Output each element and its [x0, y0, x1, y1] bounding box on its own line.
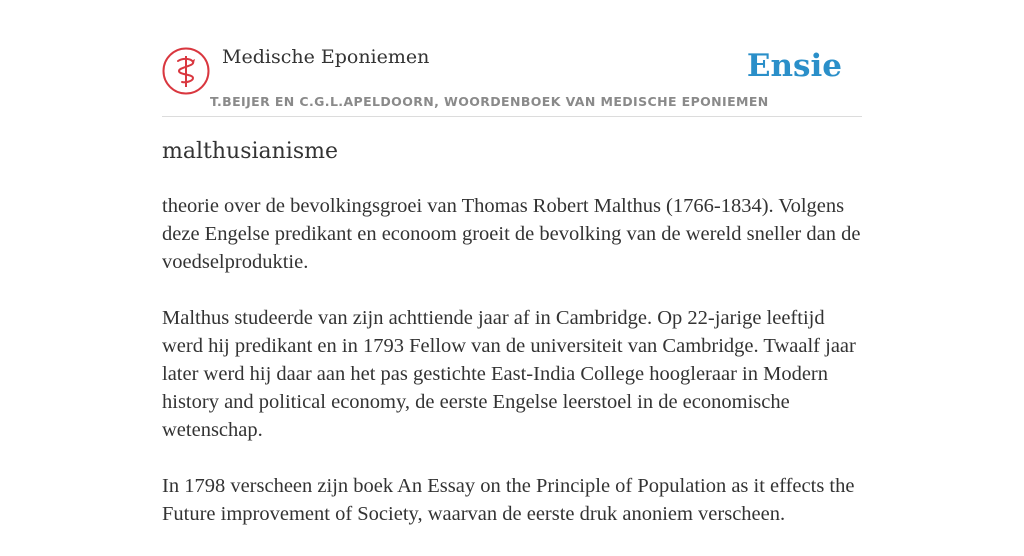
- header: [162, 44, 862, 117]
- book-title[interactable]: Medische Eponiemen: [222, 46, 430, 68]
- caduceus-icon[interactable]: [162, 47, 210, 95]
- entry-paragraph: Malthus studeerde van zijn achttiende jaar af in Cambridge. Op 22-jarige leeftijd werd hij predikant en in 1793 Fellow van de universiteit van Cambridge. Twaalf jaar later werd hij daar aan het pas gestichte East-India College hoogleraar in Modern history and political economy, de eerste Engelse leerstoel in de economische wetenschap.: [162, 307, 856, 441]
- entry-body: [162, 192, 862, 556]
- ensie-brand-link[interactable]: Ensie: [746, 48, 842, 84]
- book-author-meta[interactable]: T.BEIJER EN C.G.L.APELDOORN, WOORDENBOEK VAN MEDISCHE EPONIEMEN: [210, 94, 769, 109]
- entry-paragraph: theorie over de bevolkingsgroei van Thomas Robert Malthus (1766-1834). Volgens deze Engelse predikant en econoom groeit de bevolking van de wereld sneller dan de voedselproduktie.: [162, 195, 861, 273]
- entry-paragraph: In 1798 verscheen zijn boek An Essay on the Principle of Population as it effects the Future improvement of Society, waarvan de eerste druk anoniem verscheen.: [162, 475, 855, 525]
- entry-headword: malthusianisme: [162, 139, 339, 164]
